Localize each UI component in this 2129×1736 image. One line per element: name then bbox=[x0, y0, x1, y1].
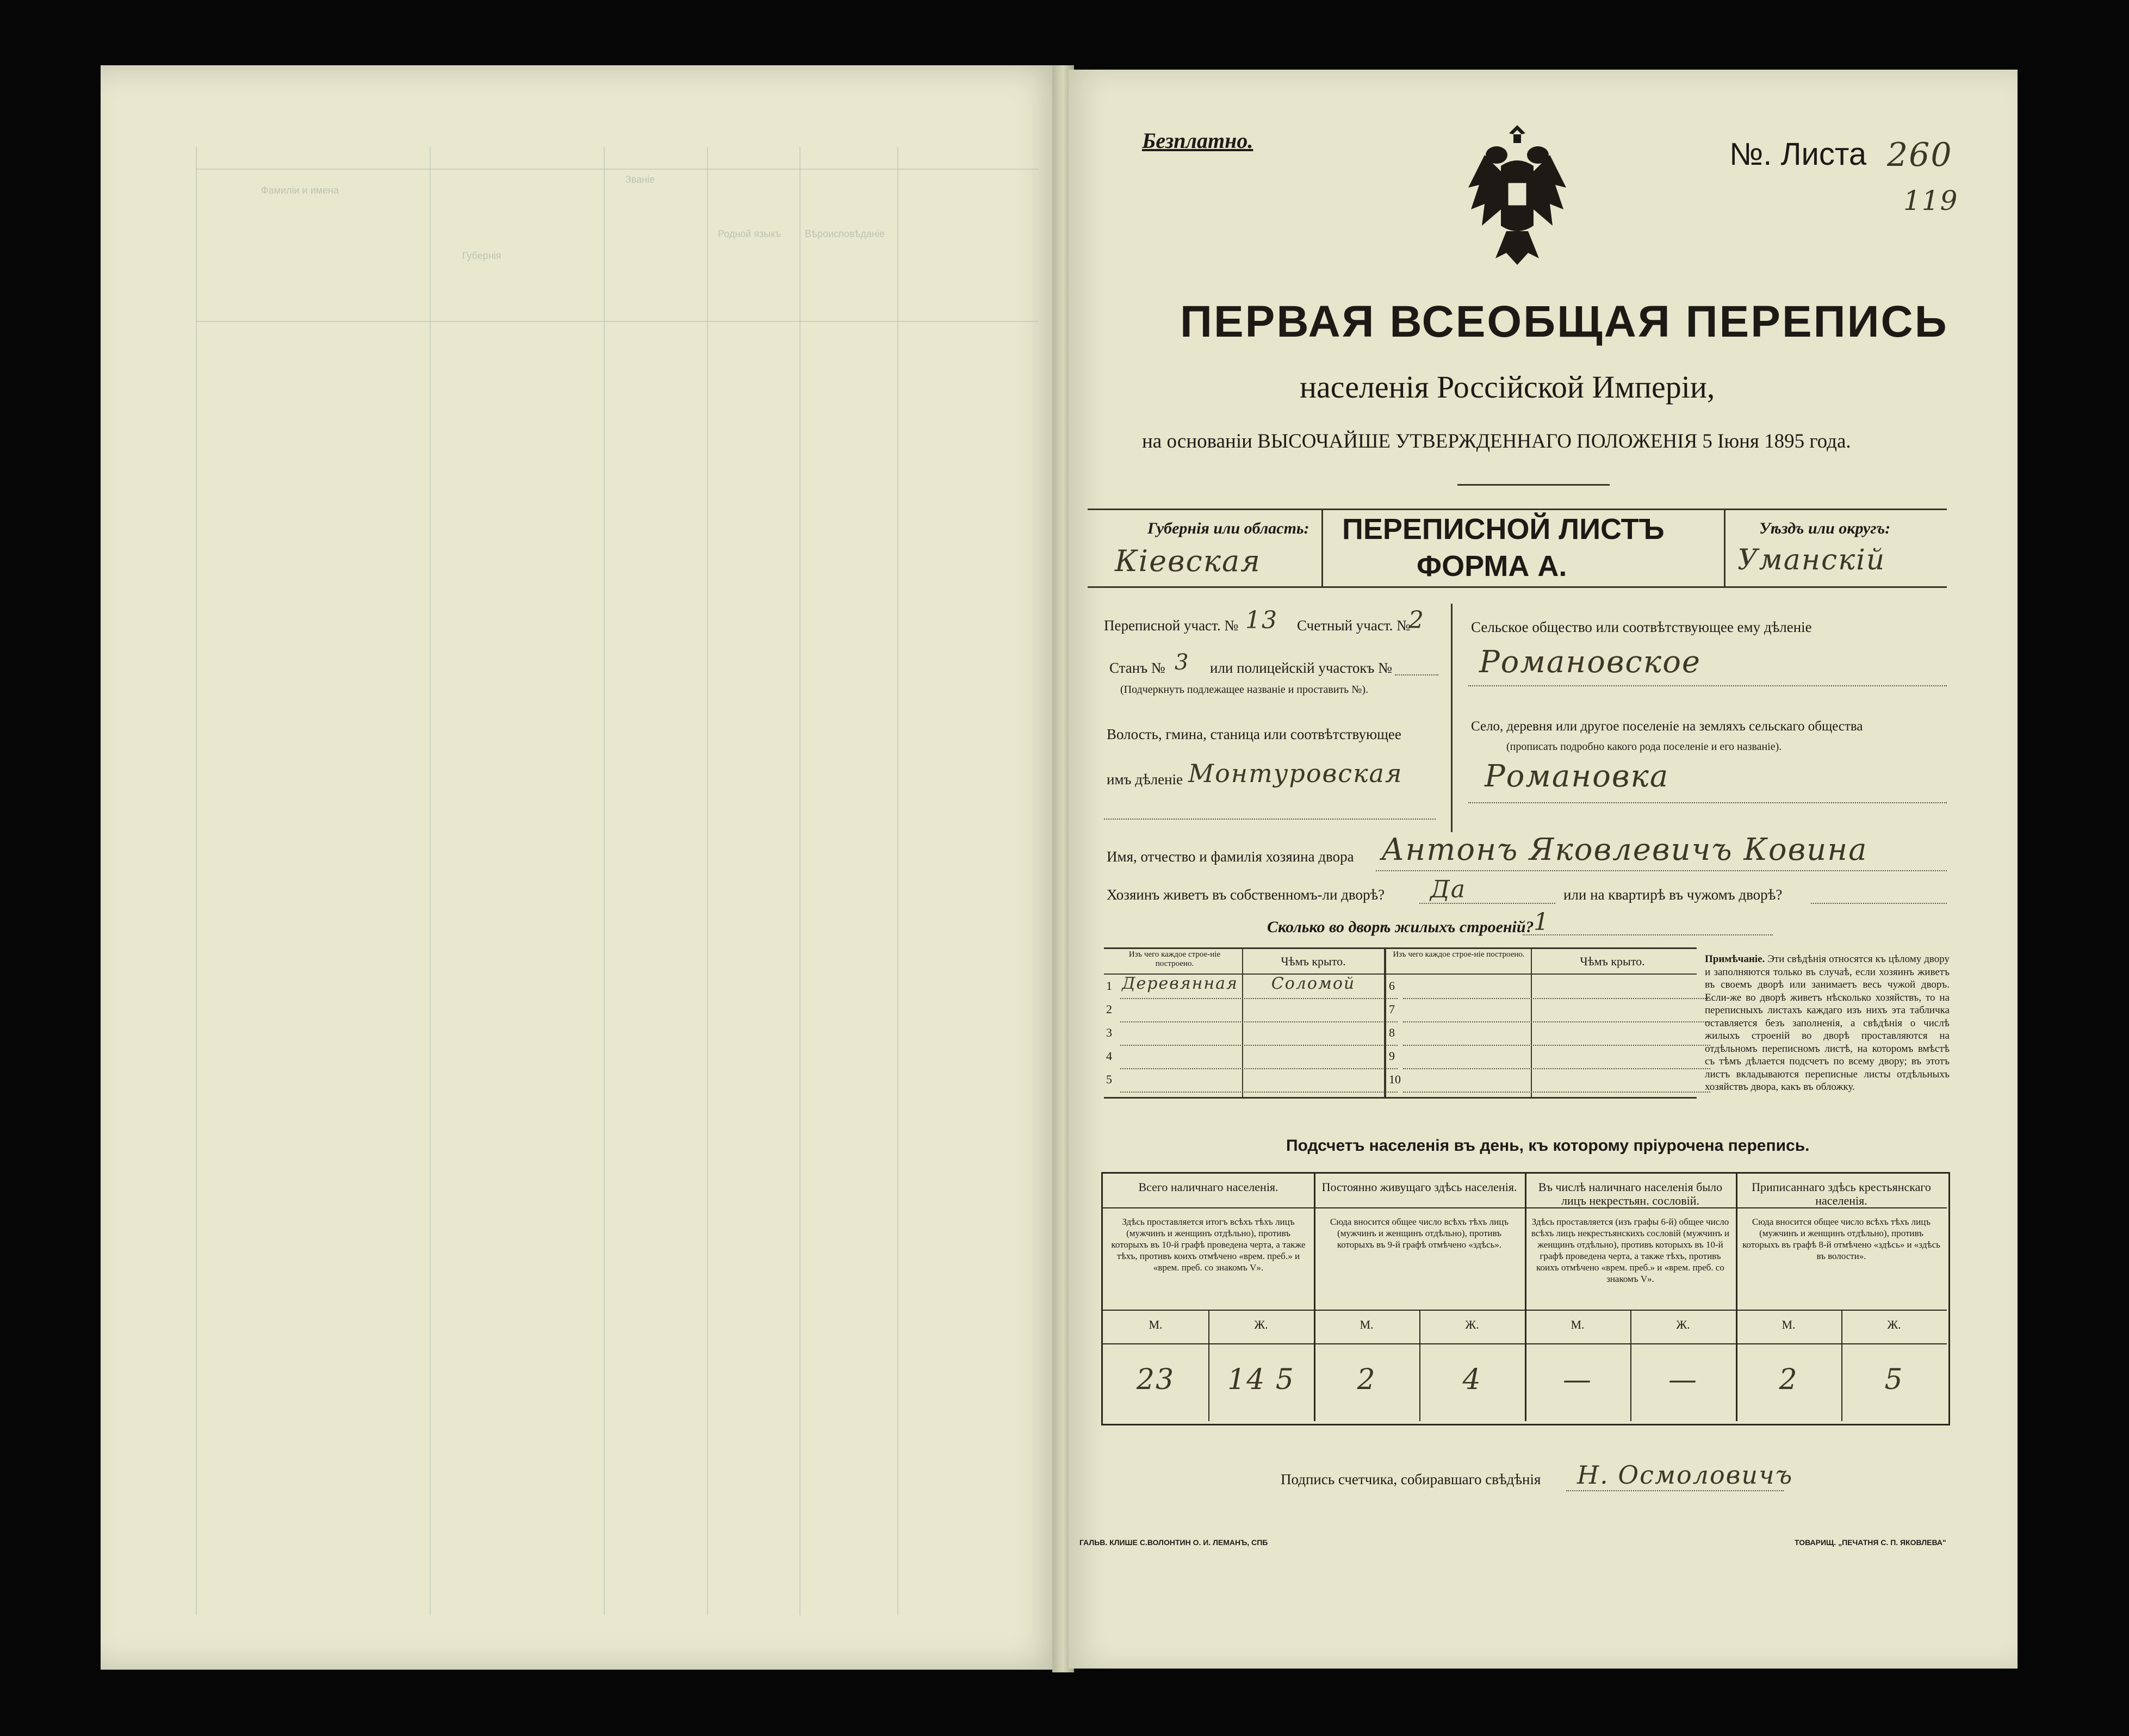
count-section-title: Подсчетъ населенія въ день, къ которому пріурочена перепись. bbox=[1286, 1137, 1810, 1155]
free-label: Безплатно. bbox=[1142, 128, 1253, 153]
count-row-rule bbox=[1103, 1310, 1947, 1311]
double-headed-eagle-emblem bbox=[1463, 122, 1572, 269]
ghost-line bbox=[799, 147, 800, 1615]
count-f-value: 4 bbox=[1462, 1363, 1482, 1396]
count-m-label: М. bbox=[1149, 1318, 1163, 1331]
count-m-value: 2 bbox=[1779, 1363, 1798, 1396]
building-row-number: 4 bbox=[1106, 1049, 1112, 1063]
stan-label: Станъ № bbox=[1109, 660, 1165, 676]
ghost-line bbox=[897, 147, 898, 1615]
building-row-line bbox=[1120, 1045, 1398, 1046]
village-note: (прописать подробно какого рода поселеніе и его названіе). bbox=[1506, 741, 1782, 753]
footer-right: ТОВАРИЩ. „ПЕЧАТНЯ С. П. ЯКОВЛЕВА" bbox=[1795, 1538, 1946, 1547]
count-f-value: 5 bbox=[1884, 1363, 1904, 1396]
subtitle: населенія Россійской Имперіи, bbox=[1300, 369, 1715, 405]
count-m-value: 2 bbox=[1357, 1363, 1376, 1396]
count-col-desc: Сюда вносится общее число всѣхъ тѣхъ лицъ (мужчинъ и женщинъ отдѣльно), противъ которыхъ въ графѣ 8-й отмѣчено «здѣсь» и «здѣсь въ волости». bbox=[1742, 1217, 1940, 1261]
count-col-head: Въ числѣ наличнаго населенія было лицъ некрестьян. сословій. bbox=[1538, 1180, 1723, 1208]
buildings-line bbox=[1523, 934, 1773, 935]
ghost-line bbox=[707, 147, 708, 1615]
building-row-number: 9 bbox=[1389, 1049, 1395, 1063]
society-value: Романовское bbox=[1479, 644, 1702, 680]
count-m-label: М. bbox=[1782, 1318, 1796, 1331]
main-title: ПЕРВАЯ ВСЕОБЩАЯ ПЕРЕПИСЬ bbox=[1180, 297, 1948, 346]
count-f-value: 14 5 bbox=[1227, 1363, 1295, 1396]
building-row-line bbox=[1120, 1092, 1398, 1093]
count-m-label: М. bbox=[1360, 1318, 1374, 1331]
lives-value: Да bbox=[1430, 876, 1467, 903]
count-row-rule bbox=[1103, 1207, 1947, 1208]
note-block bbox=[1705, 953, 1950, 1094]
building-row-line bbox=[1403, 998, 1710, 999]
ghost-text: Званіе bbox=[625, 174, 655, 185]
volost-value: Монтуровская bbox=[1188, 759, 1403, 788]
sheet-number-value: 260 bbox=[1887, 136, 1953, 174]
lives-label2: или на квартирѣ въ чужомъ дворѣ? bbox=[1563, 886, 1783, 903]
building-row-line bbox=[1120, 1068, 1398, 1069]
count-col-head: Постоянно живущаго здѣсь населенія. bbox=[1321, 1180, 1517, 1194]
census-uchast-label: Переписной участ. № bbox=[1104, 617, 1239, 634]
col-roof-head: Чѣмъ крыто. bbox=[1281, 954, 1346, 968]
form-box-bottom bbox=[1088, 586, 1947, 588]
building-row-line bbox=[1120, 1021, 1398, 1022]
count-f-label: Ж. bbox=[1676, 1318, 1690, 1331]
col-material-head: Изъ чего каждое строе-ніе построено. bbox=[1393, 950, 1525, 959]
society-line bbox=[1468, 685, 1947, 686]
uezd-label: Уѣздъ или округъ: bbox=[1759, 519, 1891, 537]
society-label: Сельское общество или соотвѣтствующее ему дѣленіе bbox=[1471, 619, 1812, 635]
building-row-line bbox=[1403, 1092, 1710, 1093]
gubernia-label: Губернія или область: bbox=[1147, 519, 1309, 537]
form-box-divider bbox=[1724, 509, 1725, 588]
table-rule bbox=[1104, 947, 1697, 949]
building-row-number: 2 bbox=[1106, 1002, 1112, 1016]
col-roof-head: Чѣмъ крыто. bbox=[1580, 954, 1645, 968]
village-label: Село, деревня или другое поселеніе на земляхъ сельскаго общества bbox=[1471, 719, 1863, 734]
count-f-value: — bbox=[1668, 1363, 1698, 1396]
police-label: или полицейскій участокъ № bbox=[1210, 660, 1392, 676]
note-text: Эти свѣдѣнія относятся къ цѣлому двору и заполняются только въ случаѣ, если хозяинъ живетъ въ своемъ дворѣ или занимаетъ весь чужой дворъ. Если-же во дворѣ живетъ нѣсколько хозяйствъ, то на переписныхъ листахъ каждаго изъ нихъ эта табличка оставляется безъ заполненія, а свѣдѣнія о числѣ жилыхъ строеній во дворѣ проставляются на отдѣльномъ переписномъ листѣ, на которомъ вмѣстѣ съ тѣмъ дѣлается подсчетъ по всему двору; въ этотъ листъ вкладываются переписные листы отдѣльныхъ хозяйствъ двора, какъ въ обложку. bbox=[1705, 953, 1950, 1093]
footer-left: ГАЛЬВ. КЛИШЕ С.ВОЛОНТИН О. И. ЛЕМАНЪ, СПБ bbox=[1079, 1538, 1268, 1547]
count-m-value: — bbox=[1563, 1363, 1592, 1396]
building-row-number: 1 bbox=[1106, 979, 1112, 993]
schet-uchast-value: 2 bbox=[1408, 606, 1425, 634]
volost-extra-line bbox=[1104, 819, 1436, 820]
ghost-line bbox=[604, 147, 605, 1615]
buildings-label: Сколько во дворѣ жилыхъ строеній? bbox=[1267, 918, 1534, 936]
owner-value: Антонъ Яковлевичъ Ковина bbox=[1381, 832, 1868, 867]
stan-value: 3 bbox=[1175, 650, 1190, 675]
volost-label: Волость, гмина, станица или соотвѣтствующее bbox=[1107, 726, 1401, 742]
ghost-text: Фамиліи и имена bbox=[261, 185, 339, 196]
census-uchast-value: 13 bbox=[1245, 606, 1278, 634]
signature-value: Н. Осмоловичъ bbox=[1577, 1460, 1793, 1490]
ornament-divider bbox=[1457, 484, 1610, 486]
basis-line: на основаніи ВЫСОЧАЙШЕ УТВЕРЖДЕННАГО ПОЛОЖЕНІЯ 5 Іюня 1895 года. bbox=[1142, 430, 1851, 452]
count-col-desc: Здѣсь проставляется (изъ графы 6-й) общее число всѣхъ лицъ некрестьянскихъ сословій (мужчинъ и женщинъ отдѣльно), противъ которыхъ въ 10-й графѣ проведена черта, а также тѣхъ, противъ коихъ отмѣчено «врем. преб.» и «врем. преб. со знакомъ V». bbox=[1531, 1217, 1730, 1284]
buildings-value: 1 bbox=[1534, 908, 1550, 936]
building-row-number: 10 bbox=[1389, 1072, 1401, 1086]
form-label: ФОРМА А. bbox=[1417, 550, 1567, 582]
field-section-divider bbox=[1451, 604, 1453, 832]
note-title: Примѣчаніе. bbox=[1705, 953, 1765, 965]
village-line bbox=[1468, 802, 1947, 803]
count-m-value: 23 bbox=[1136, 1363, 1175, 1396]
table-rule bbox=[1104, 1097, 1697, 1099]
ghost-text: Губернія bbox=[462, 250, 501, 261]
police-value-line bbox=[1395, 674, 1438, 675]
form-box-divider bbox=[1321, 509, 1323, 588]
lives-label: Хозяинъ живетъ въ собственномъ-ли дворѣ? bbox=[1107, 886, 1385, 903]
count-f-label: Ж. bbox=[1254, 1318, 1268, 1331]
ghost-line bbox=[196, 321, 1039, 322]
building-row-number: 6 bbox=[1389, 979, 1395, 993]
building-row-number: 8 bbox=[1389, 1026, 1395, 1039]
schet-uchast-label: Счетный участ. № bbox=[1297, 617, 1411, 634]
signature-line bbox=[1566, 1490, 1784, 1491]
volost-label2: имъ дѣленіе bbox=[1107, 771, 1183, 788]
owner-line bbox=[1376, 870, 1947, 871]
lives-line bbox=[1419, 903, 1555, 904]
lives-line2 bbox=[1811, 903, 1947, 904]
gubernia-value: Кіевская bbox=[1115, 544, 1261, 578]
count-f-label: Ж. bbox=[1887, 1318, 1901, 1331]
count-col-desc: Здѣсь проставляется итогъ всѣхъ тѣхъ лицъ (мужчинъ и женщинъ отдѣльно), противъ которыхъ въ 10-й графѣ проведена черта, а также тѣхъ, противъ коихъ отмѣчено «врем. преб.» и «врем. преб. со знакомъ V». bbox=[1111, 1217, 1306, 1273]
count-col-desc: Сюда вносится общее число всѣхъ тѣхъ лицъ (мужчинъ и женщинъ отдѣльно), противъ которыхъ въ 9-й графѣ отмѣчено «здѣсь». bbox=[1330, 1217, 1509, 1250]
form-title: ПЕРЕПИСНОЙ ЛИСТЪ bbox=[1342, 513, 1665, 545]
building-row-number: 5 bbox=[1106, 1072, 1112, 1086]
building-row-line bbox=[1120, 998, 1398, 999]
village-value: Романовка bbox=[1485, 759, 1669, 794]
count-m-label: М. bbox=[1571, 1318, 1585, 1331]
owner-label: Имя, отчество и фамилія хозяина двора bbox=[1107, 848, 1354, 865]
underline-note: (Подчеркнуть подлежащее названіе и проставить №). bbox=[1120, 684, 1368, 696]
building-row-line bbox=[1403, 1021, 1710, 1022]
sheet-number-extra: 119 bbox=[1903, 185, 1959, 216]
building-row-number: 3 bbox=[1106, 1026, 1112, 1039]
count-col-head: Приписаннаго здѣсь крестьянскаго населенія. bbox=[1752, 1180, 1931, 1208]
sheet-number-label: №. Листа bbox=[1729, 137, 1867, 172]
count-col-head: Всего наличнаго населенія. bbox=[1138, 1180, 1278, 1194]
left-page bbox=[101, 65, 1063, 1670]
count-f-label: Ж. bbox=[1465, 1318, 1479, 1331]
ghost-line bbox=[196, 169, 1039, 170]
signature-label: Подпись счетчика, собиравшаго свѣдѣнія bbox=[1281, 1471, 1541, 1487]
ghost-line bbox=[196, 147, 197, 1615]
col-material-head: Изъ чего каждое строе-ніе построено. bbox=[1128, 950, 1221, 969]
building-row-line bbox=[1403, 1068, 1710, 1069]
uezd-value: Уманскій bbox=[1737, 544, 1886, 576]
building-row-line bbox=[1403, 1045, 1710, 1046]
building-row-number: 7 bbox=[1389, 1002, 1395, 1016]
building-row-roof: Соломой bbox=[1271, 974, 1356, 993]
ghost-text: Родной языкъ bbox=[718, 228, 781, 239]
ghost-text: Вѣроисповѣданіе bbox=[805, 228, 885, 239]
form-box-top bbox=[1088, 509, 1947, 510]
building-row-material: Деревянная bbox=[1122, 974, 1238, 993]
ghost-line bbox=[430, 147, 431, 1615]
count-row-rule bbox=[1103, 1343, 1947, 1344]
